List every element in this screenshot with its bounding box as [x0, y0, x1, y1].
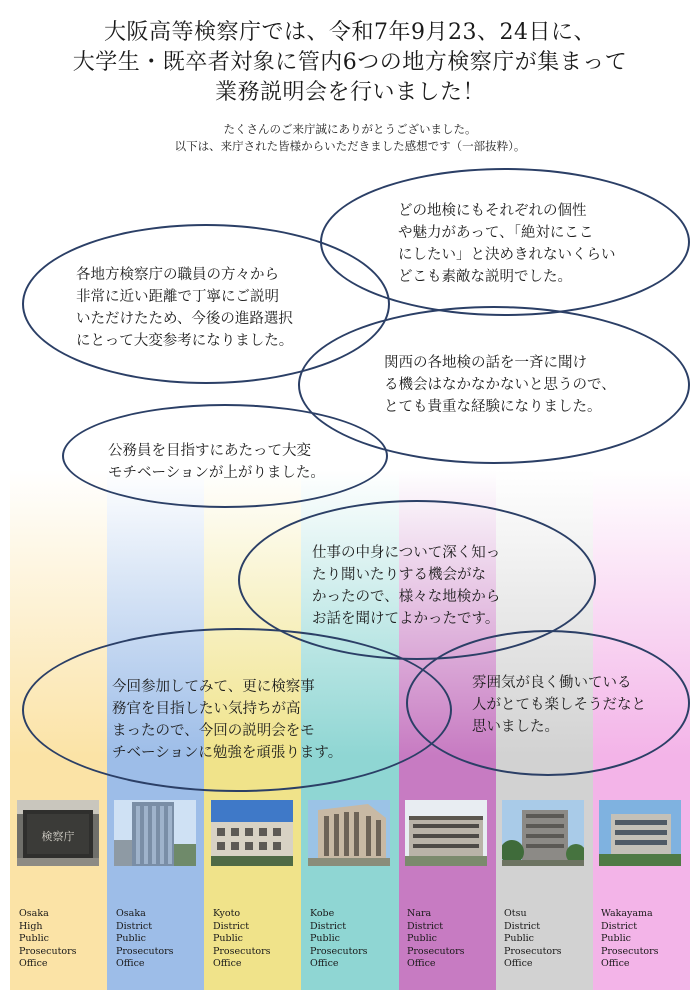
office-label-nara: Nara District Public Prosecutors Office [407, 908, 465, 969]
office-label-wakayama: Wakayama District Public Prosecutors Office [601, 908, 659, 969]
osaka-high-office-photo [17, 800, 99, 866]
comment-text-4: 公務員を目指すにあたって大変 モチベーションが上がりました。 [108, 443, 325, 481]
comment-text-3: 関西の各地検の話を一斉に聞け る機会はなかなかないと思うので、 とても貴重な経験になりました。 [384, 355, 616, 415]
headline-line: 大学生・既卒者対象に管内6つの地方検察庁が集まって [72, 50, 628, 75]
comment-text-1: どの地検にもそれぞれの個性 や魅力があって、「絶対にここ にしたい」と決めきれないくらい どこも素敵な説明でした。 [398, 203, 616, 285]
kobe-office-photo [308, 800, 390, 866]
intro-line: 以下は、来庁された皆様からいただきました感想です（一部抜粋）。 [174, 139, 526, 153]
comment-text-5: 仕事の中身について深く知っ たり聞いたりする機会がな かったので、様々な地検から お話を聞けてよかったです。 [312, 545, 501, 627]
intro-line: たくさんのご来庁誠にありがとうございました。 [223, 122, 477, 136]
office-label-osaka-district: Osaka District Public Prosecutors Office [116, 908, 174, 969]
headline-line: 大阪高等検察庁では、令和7年9月23、24日に、 [104, 20, 596, 45]
office-label-kyoto: Kyoto District Public Prosecutors Office [213, 908, 271, 969]
office-label-osaka-high: Osaka High Public Prosecutors Office [19, 908, 77, 969]
office-label-kobe: Kobe District Public Prosecutors Office [310, 908, 368, 969]
page-headline [0, 18, 700, 108]
comment-text-7: 雰囲気が良く働いている 人がとても楽しそうだなと 思いました。 [472, 675, 646, 735]
office-label-otsu: Otsu District Public Prosecutors Office [504, 908, 562, 969]
comment-text-6: 今回参加してみて、更に検察事 務官を目指したい気持ちが高 まったので、今回の説明会をモ チベーションに勉強を頑張ります。 [112, 679, 343, 761]
nara-office-photo [405, 800, 487, 866]
wakayama-office-photo [599, 800, 681, 866]
osaka-district-office-photo [114, 800, 196, 866]
headline-line: 業務説明会を行いました！ [214, 80, 485, 105]
kyoto-office-photo [211, 800, 293, 866]
comment-text-2: 各地方検察庁の職員の方々から 非常に近い距離で丁寧にご説明 いただけたため、今後の進路選択 にとって大変参考になりました。 [76, 267, 294, 349]
otsu-office-photo [502, 800, 584, 866]
intro-text [0, 121, 700, 155]
svg-text:検察庁: 検察庁 [41, 830, 75, 843]
